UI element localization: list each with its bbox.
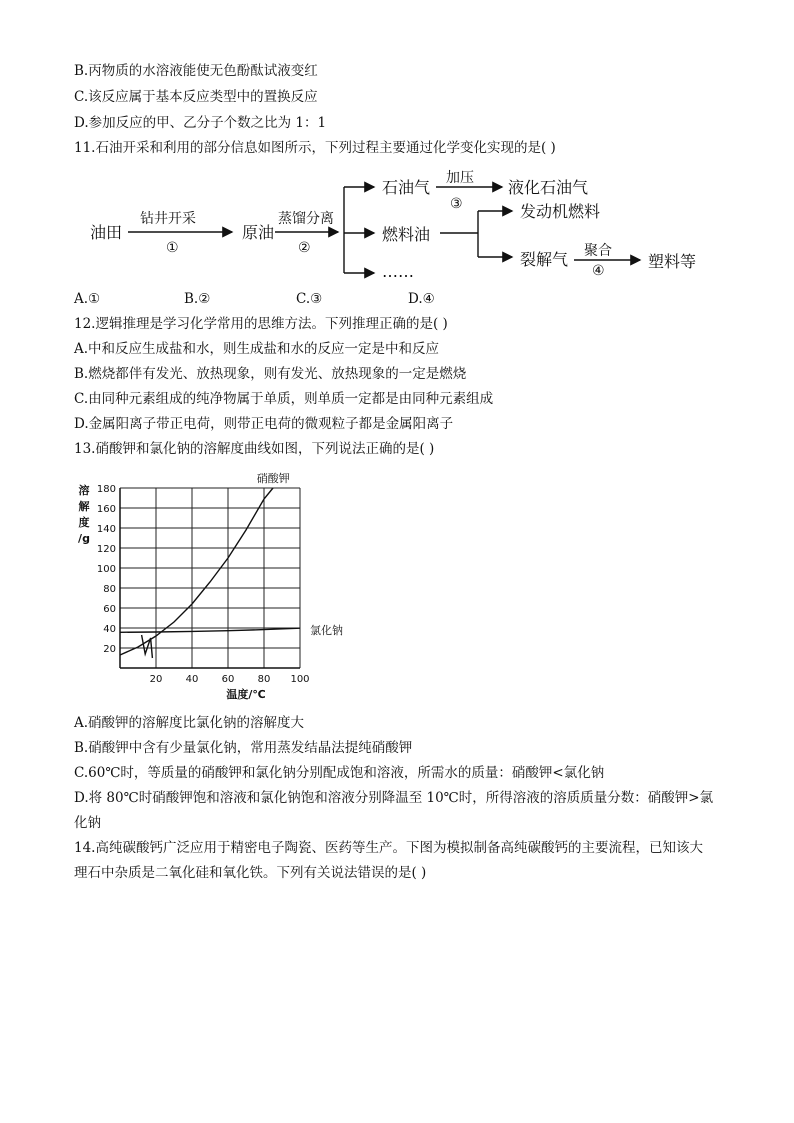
flow-step2-label: 蒸馏分离: [278, 211, 334, 227]
q12-option-d: D.金属阳离子带正电荷，则带正电荷的微观粒子都是金属阳离子: [74, 416, 454, 432]
q10-option-d: D.参加反应的甲、乙分子个数之比为 1：1: [74, 115, 327, 131]
q14-stem-line2: 理石中杂质是二氧化硅和氧化铁。下列有关说法错误的是( ): [74, 865, 427, 881]
series-crossing-mark: [142, 635, 153, 658]
flow-cracking-gas: 裂解气: [520, 250, 569, 269]
flow-step1-num: ①: [166, 240, 179, 256]
y-tick-label: 20: [103, 644, 116, 655]
flow-engine-fuel: 发动机燃料: [520, 202, 601, 221]
y-axis-label-char: 溶: [78, 484, 90, 497]
q13-option-a: A.硝酸钾的溶解度比氯化钠的溶解度大: [74, 715, 305, 731]
q11-stem: 11.石油开采和利用的部分信息如图所示，下列过程主要通过化学变化实现的是( ): [74, 140, 556, 156]
series-label-sodium-chloride: 氯化钠: [310, 624, 343, 637]
y-tick-label: 160: [96, 504, 116, 515]
x-tick-label: 80: [257, 674, 271, 685]
flow-step3-label: 加压: [446, 170, 474, 186]
x-tick-label: 100: [290, 674, 310, 685]
flow-lpg-gas: 石油气: [382, 178, 431, 197]
y-tick-label: 40: [103, 624, 116, 635]
flow-liquefied-lpg: 液化石油气: [508, 178, 589, 197]
q13-option-b: B.硝酸钾中含有少量氯化钠，常用蒸发结晶法提纯硝酸钾: [74, 740, 413, 756]
q13-stem: 13.硝酸钾和氯化钠的溶解度曲线如图，下列说法正确的是( ): [74, 441, 435, 457]
q12-stem: 12.逻辑推理是学习化学常用的思维方法。下列推理正确的是( ): [74, 316, 448, 332]
q13-option-d-line2: 化钠: [74, 815, 101, 831]
flow-step3-num: ③: [450, 196, 463, 212]
y-axis-label-char: 度: [78, 516, 90, 529]
y-tick-label: 100: [96, 564, 116, 575]
flow-crude-oil: 原油: [242, 223, 275, 242]
q11-option-b[interactable]: B.②: [184, 291, 211, 307]
y-tick-label: 140: [96, 524, 116, 535]
y-tick-label: 80: [103, 584, 116, 595]
flow-oilfield: 油田: [90, 223, 123, 242]
q10-option-c: C.该反应属于基本反应类型中的置换反应: [74, 89, 318, 105]
q11-option-c[interactable]: C.③: [296, 291, 323, 307]
series-line-sodium-chloride: [120, 628, 300, 632]
flow-fuel-oil: 燃料油: [382, 225, 431, 244]
q13-option-d-line1: D.将 80℃时硝酸钾饱和溶液和氯化钠饱和溶液分别降温至 10℃时，所得溶液的溶质质量分数：硝酸钾>氯: [74, 790, 714, 806]
flow-step4-label: 聚合: [584, 243, 612, 259]
y-axis-label-char: /g: [78, 532, 90, 545]
solubility-chart: [70, 466, 343, 706]
q12-option-a: A.中和反应生成盐和水，则生成盐和水的反应一定是中和反应: [74, 341, 440, 357]
flow-plastics: 塑料等: [648, 252, 697, 271]
q14-stem-line1: 14.高纯碳酸钙广泛应用于精密电子陶瓷、医药等生产。下图为模拟制备高纯碳酸钙的主要流程，已知该大: [74, 840, 703, 856]
q11-option-a[interactable]: A.①: [74, 291, 101, 307]
y-tick-label: 120: [96, 544, 116, 555]
flow-step4-num: ④: [592, 263, 605, 279]
y-tick-label: 60: [103, 604, 116, 615]
y-axis-label-char: 解: [78, 500, 90, 513]
series-label-potassium-nitrate: 硝酸钾: [256, 472, 290, 485]
x-tick-label: 40: [185, 674, 199, 685]
flow-step2-num: ②: [298, 240, 311, 256]
petroleum-flow-diagram: [0, 163, 794, 293]
x-tick-label: 20: [149, 674, 163, 685]
q13-option-c: C.60℃时，等质量的硝酸钾和氯化钠分别配成饱和溶液，所需水的质量：硝酸钾<氯化钠: [74, 765, 605, 781]
q11-option-d[interactable]: D.④: [408, 291, 435, 307]
q10-option-b: B.丙物质的水溶液能使无色酚酞试液变红: [74, 63, 318, 79]
x-tick-label: 60: [221, 674, 235, 685]
q12-option-c: C.由同种元素组成的纯净物属于单质，则单质一定都是由同种元素组成: [74, 391, 494, 407]
y-tick-label: 180: [96, 484, 116, 495]
flow-step1-label: 钻井开采: [140, 211, 196, 227]
flow-ellipsis: ……: [382, 262, 414, 281]
x-axis-label: 温度/℃: [226, 688, 266, 701]
q12-option-b: B.燃烧都伴有发光、放热现象，则有发光、放热现象的一定是燃烧: [74, 366, 467, 382]
